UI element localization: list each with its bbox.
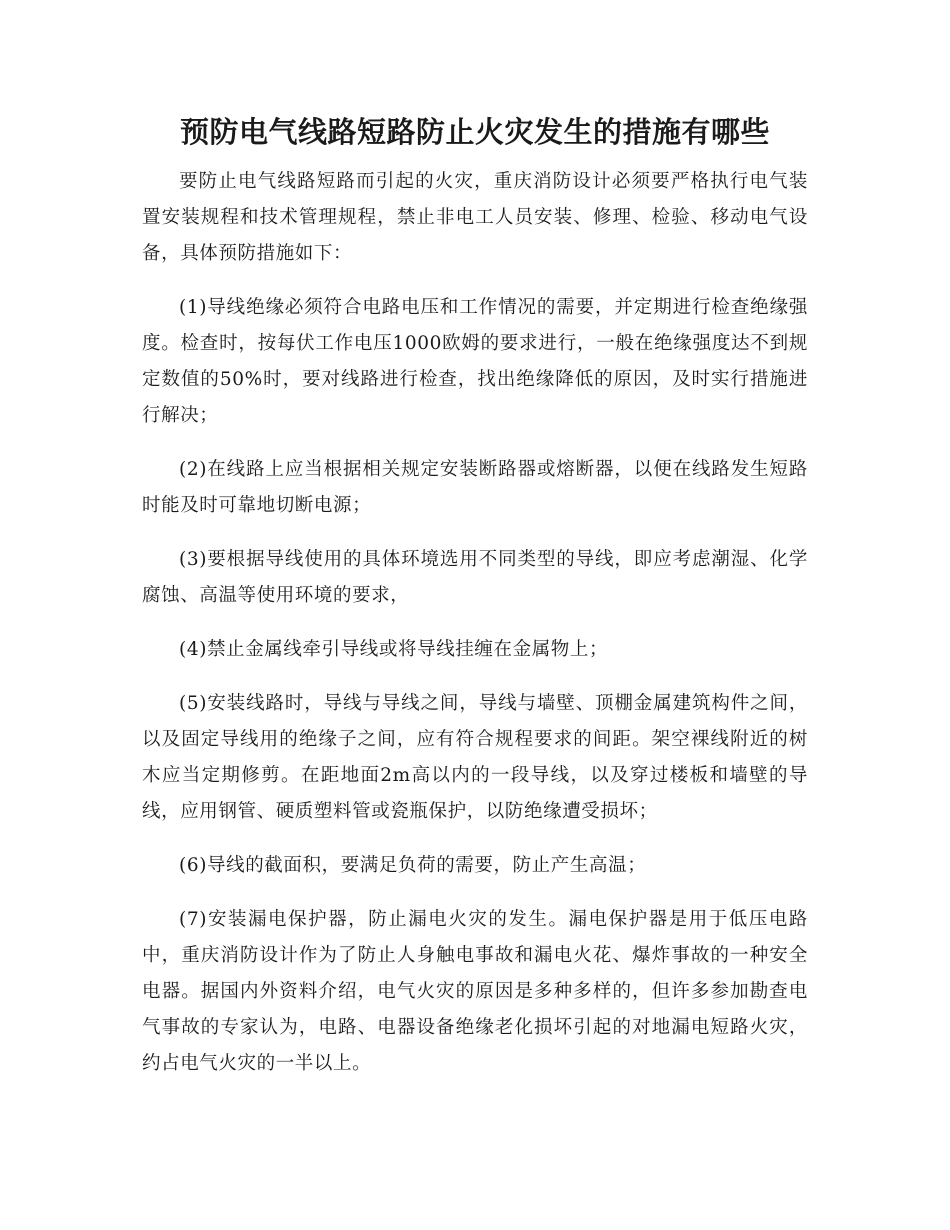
paragraph-measure-2: (2)在线路上应当根据相关规定安装断路器或熔断器，以便在线路发生短路时能及时可靠地切断电源； [142, 459, 808, 516]
paragraph-intro: 要防止电气线路短路而引起的火灾，重庆消防设计必须要严格执行电气装置安装规程和技术管理规程，禁止非电工人员安装、修理、检验、移动电气设备，具体预防措施如下： [142, 171, 808, 264]
paragraph-measure-7: (7)安装漏电保护器，防止漏电火灾的发生。漏电保护器是用于低压电路中，重庆消防设计作为了防止人身触电事故和漏电火花、爆炸事故的一种安全电器。据国内外资料介绍，电气火灾的原因是多种多样的，但许多参加勘查电气事故的专家认为，电路、电器设备绝缘老化损坏引起的对地漏电短路火灾，约占电气火灾的一半以上。 [142, 909, 808, 1074]
paragraph-measure-3: (3)要根据导线使用的具体环境选用不同类型的导线，即应考虑潮湿、化学腐蚀、高温等使用环境的要求， [142, 549, 808, 606]
document-title: 预防电气线路短路防止火灾发生的措施有哪些 [179, 115, 770, 149]
paragraph-measure-6: (6)导线的截面积，要满足负荷的需要，防止产生高温； [179, 855, 647, 876]
paragraph-measure-4: (4)禁止金属线牵引导线或将导线挂缠在金属物上； [179, 639, 609, 660]
paragraph-measure-5: (5)安装线路时，导线与导线之间，导线与墙壁、顶棚金属建筑构件之间，以及固定导线用的绝缘子之间，应有符合规程要求的间距。架空裸线附近的树木应当定期修剪。在距地面2m高以内的一段导线，以及穿过楼板和墙壁的导线，应用钢管、硬质塑料管或瓷瓶保护，以防绝缘遭受损坏； [142, 693, 808, 822]
paragraph-measure-1: (1)导线绝缘必须符合电路电压和工作情况的需要，并定期进行检查绝缘强度。检查时，按每伏工作电压1000欧姆的要求进行，一般在绝缘强度达不到规定数值的50%时，要对线路进行检查，找出绝缘降低的原因，及时实行措施进行解决； [142, 297, 808, 426]
document-body [142, 164, 808, 1082]
